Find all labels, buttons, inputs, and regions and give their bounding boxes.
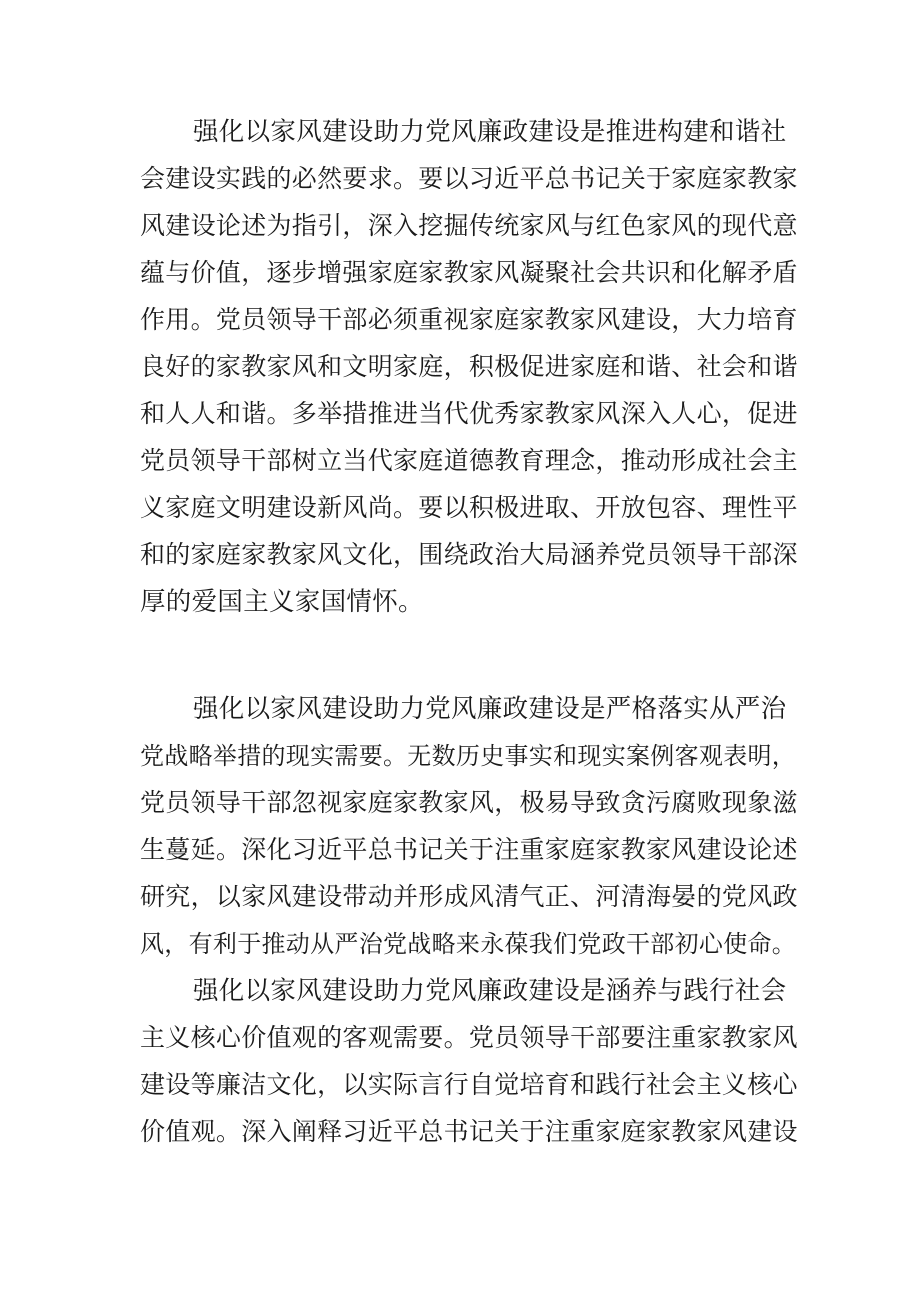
paragraph-line: 风，有利于推动从严治党战略来永葆我们党政干部初心使命。 bbox=[140, 930, 797, 958]
paragraph-line: 强化以家风建设助力党风廉政建设是涵养与践行社会 bbox=[193, 976, 787, 1006]
paragraph-line: 主义核心价值观的客观需要。党员领导干部要注重家教家风 bbox=[140, 1023, 798, 1052]
paragraph-line: 强化以家风建设助力党风廉政建设是严格落实从严治 bbox=[193, 694, 787, 724]
paragraph-line: 建设等廉洁文化，以实际言行自觉培育和践行社会主义核心 bbox=[140, 1070, 798, 1099]
paragraph-line: 蕴与价值，逐步增强家庭家教家风凝聚社会共识和化解矛盾 bbox=[140, 258, 798, 287]
paragraph-line: 价值观。深入阐释习近平总书记关于注重家庭家教家风建设 bbox=[140, 1117, 798, 1146]
paragraph-line: 和的家庭家教家风文化，围绕政治大局涵养党员领导干部深 bbox=[140, 540, 798, 569]
paragraph-line: 义家庭文明建设新风尚。要以积极进取、开放包容、理性平 bbox=[140, 493, 798, 522]
paragraph-line: 作用。党员领导干部必须重视家庭家教家风建设，大力培育 bbox=[140, 305, 798, 334]
paragraph-line: 风建设论述为指引，深入挖掘传统家风与红色家风的现代意 bbox=[140, 211, 798, 240]
paragraph-line: 生蔓延。深化习近平总书记关于注重家庭家教家风建设论述 bbox=[140, 835, 798, 864]
paragraph-line: 厚的爱国主义家国情怀。 bbox=[140, 587, 424, 617]
paragraph-line: 和人人和谐。多举措推进当代优秀家教家风深入人心，促进 bbox=[140, 399, 798, 428]
paragraph-line: 良好的家教家风和文明家庭，积极促进家庭和谐、社会和谐 bbox=[140, 352, 798, 381]
paragraph-line: 研究，以家风建设带动并形成风清气正、河清海晏的党风政 bbox=[140, 882, 798, 911]
paragraph-line: 强化以家风建设助力党风廉政建设是推进构建和谐社 bbox=[193, 117, 787, 147]
paragraph-line: 党员领导干部树立当代家庭道德教育理念，推动形成社会主 bbox=[140, 446, 798, 475]
paragraph-line: 会建设实践的必然要求。要以习近平总书记关于家庭家教家 bbox=[140, 164, 798, 193]
paragraph-line: 党员领导干部忽视家庭家教家风，极易导致贪污腐败现象滋 bbox=[140, 788, 798, 817]
paragraph-line: 党战略举措的现实需要。无数历史事实和现实案例客观表明， bbox=[140, 742, 797, 770]
